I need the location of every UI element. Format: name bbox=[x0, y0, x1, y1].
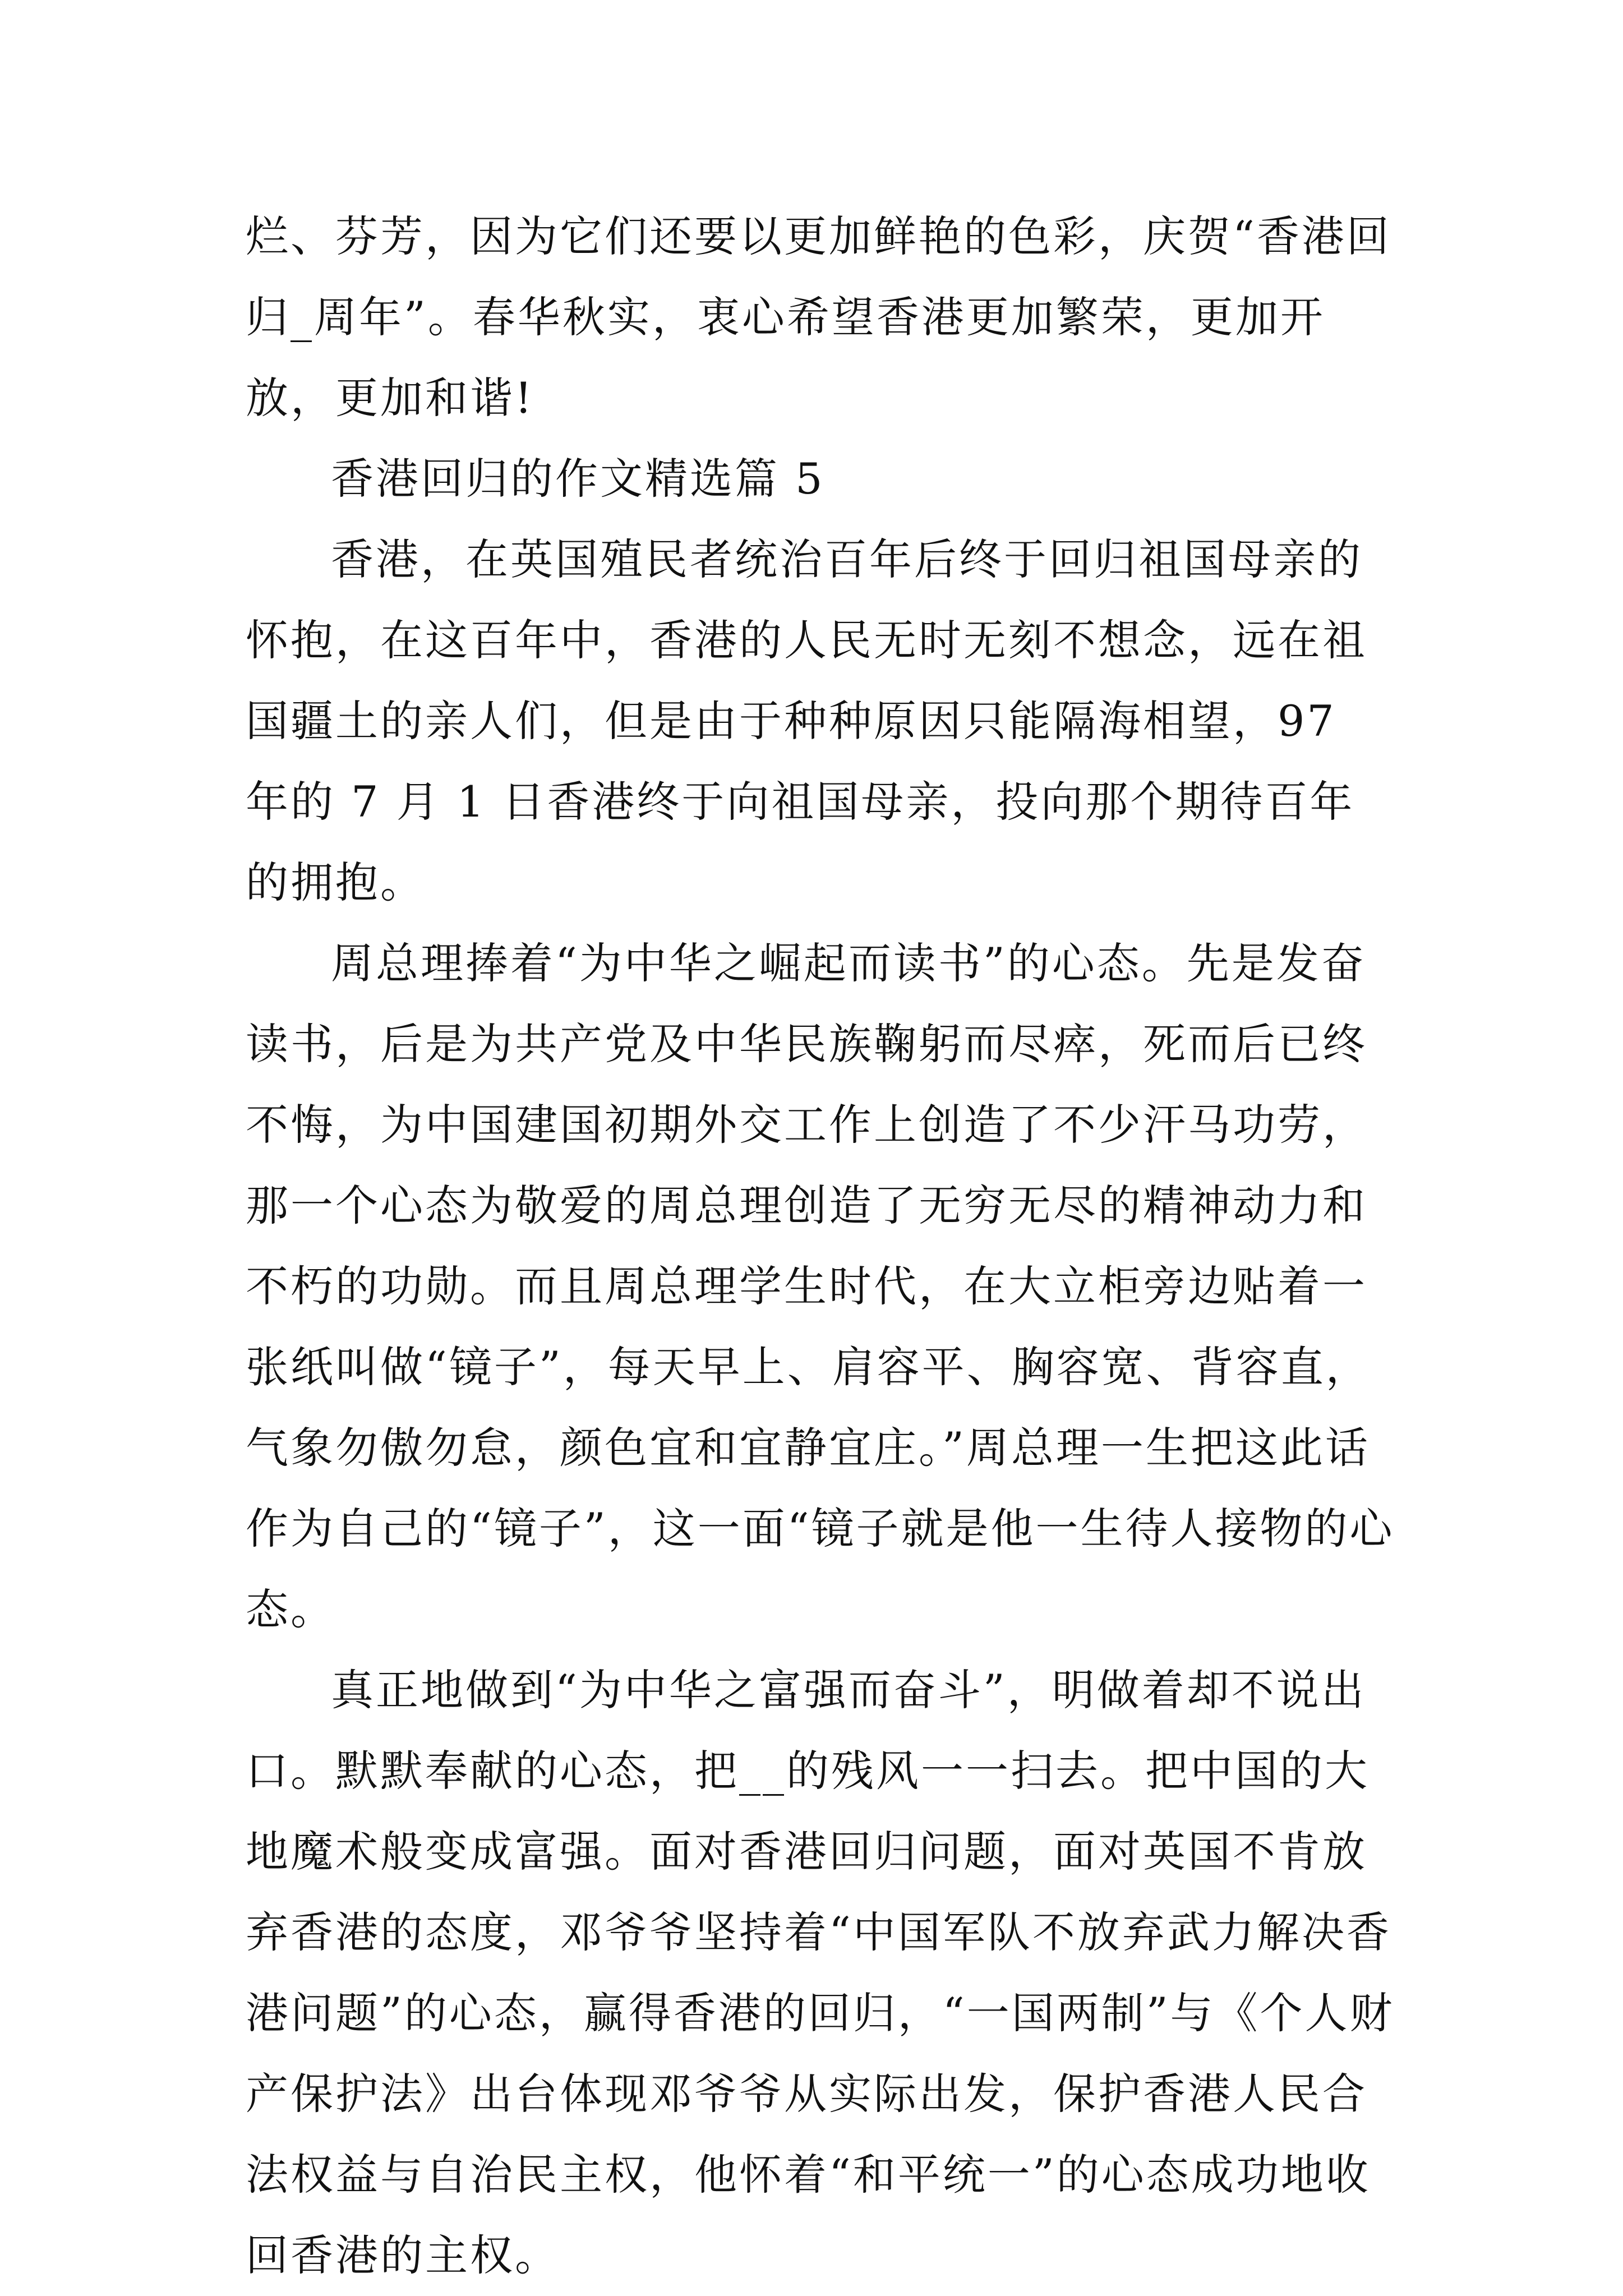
paragraph-3: 真正地做到“为中华之富强而奋斗”，明做着却不说出口。默默奉献的心态，把__的残风一一扫去。把中国的大地魔术般变成富强。面对香港回归问题，面对英国不肯放弃香港的态度，邓爷爷坚持着“中国军队不放弃武力解决香港问题”的心态，赢得香港的回归，“一国两制”与《个人财产保护法》出台体现邓爷爷从实际出发，保护香港人民合法权益与自治民主权，他怀着“和平统一”的心态成功地收回香港的主权。 bbox=[246, 1665, 1395, 2280]
paragraph-2: 周总理捧着“为中华之崛起而读书”的心态。先是发奋读书，后是为共产党及中华民族鞠躬而尽瘁，死而后已终不悔，为中国建国初期外交工作上创造了不少汗马功劳，那一个心态为敬爱的周总理创造了无穷无尽的精神动力和不朽的功勋。而且周总理学生时代，在大立柜旁边贴着一张纸叫做“镜子”，每天早上、肩容平、胸容宽、背容直，气象勿傲勿怠，颜色宜和宜静宜庄。”周总理一生把这此话作为自己的“镜子”，这一面“镜子就是他一生待人接物的心态。 bbox=[246, 938, 1395, 1634]
paragraph-1: 香港，在英国殖民者统治百年后终于回归祖国母亲的怀抱，在这百年中，香港的人民无时无刻不想念，远在祖国疆土的亲人们，但是由于种种原因只能隔海相望，97 年的 7 月 1 日香港终于向祖国母亲，投向那个期待百年的拥抱。 bbox=[246, 534, 1367, 907]
section-title: 香港回归的作文精选篇 5 bbox=[331, 454, 825, 504]
continuation-paragraph: 烂、芬芳，因为它们还要以更加鲜艳的色彩，庆贺“香港回归_周年”。春华秋实，衷心希望香港更加繁荣，更加开放，更加和谐! bbox=[246, 211, 1391, 423]
document-body bbox=[246, 196, 1395, 2296]
